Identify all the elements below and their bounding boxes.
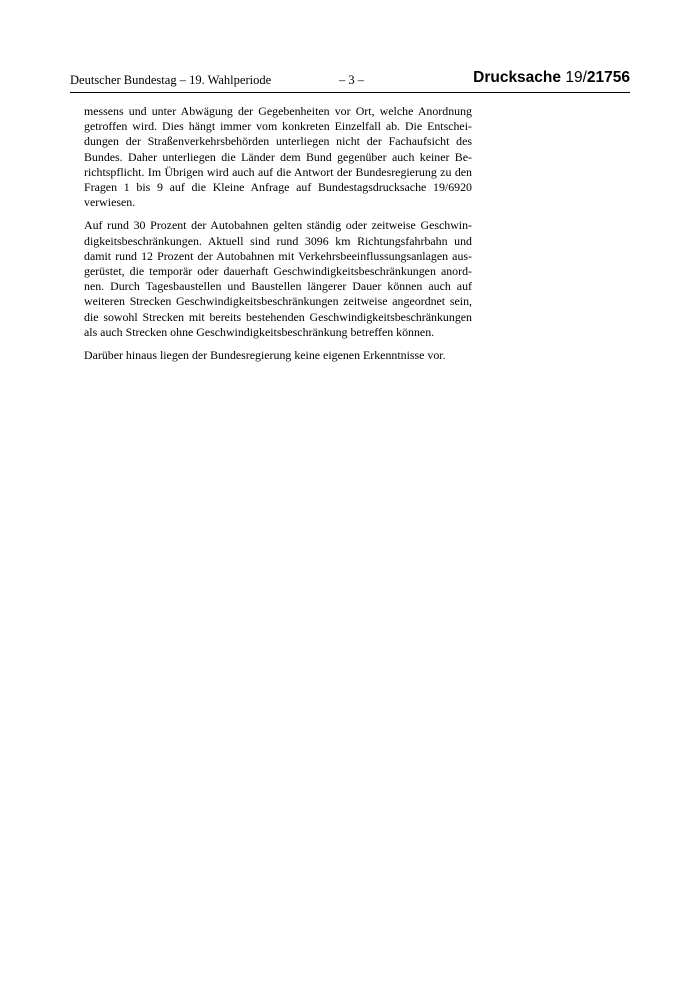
page-header [70, 69, 630, 91]
paragraph: Auf rund 30 Prozent der Autobahnen gelten ständig oder zeitweise Geschwindigkeitsbeschränkungen. Aktuell sind rund 3096 km Richtungsfahrbahn und damit rund 12 Prozent der Autobahnen mit Verkehrsbeeinflussungsanlagen ausgerüstet, die temporär oder dauerhaft Geschwindigkeitsbeschränkungen anordnen. Durch Tagesbaustellen und Baustellen längerer Dauer können auch auf weiteren Strecken Geschwindigkeitsbeschränkungen zeitweise angeordnet sein, die sowohl Strecken mit bereits bestehenden Geschwindigkeitsbeschränkungen als auch Strecken ohne Geschwindigkeitsbeschränkung betreffen können. [84, 218, 472, 339]
paragraph: messens und unter Abwägung der Gegebenheiten vor Ort, welche Anordnung getroffen wird. Dies hängt immer vom konkreten Einzelfall ab. Die Entscheidungen der Straßenverkehrsbehörden unterliegen nicht der Fachaufsicht des Bundes. Daher unterliegen die Länder dem Bund gegenüber auch keiner Berichtspflicht. Im Übrigen wird auch auf die Antwort der Bundesregierung zu den Fragen 1 bis 9 auf die Kleine Anfrage auf Bundestagsdrucksache 19/6920 verwiesen. [84, 104, 472, 210]
header-publication: Deutscher Bundestag – 19. Wahlperiode [70, 73, 272, 87]
page-number: – 3 – [339, 73, 364, 87]
body-text [84, 104, 472, 371]
drucksache-number: 21756 [586, 69, 630, 86]
drucksache-reference [473, 69, 630, 87]
drucksache-period: 19/ [565, 69, 587, 86]
drucksache-label: Drucksache [473, 69, 562, 86]
header-rule [70, 92, 630, 93]
paragraph: Darüber hinaus liegen der Bundesregierung keine eigenen Erkenntnisse vor. [84, 348, 446, 363]
